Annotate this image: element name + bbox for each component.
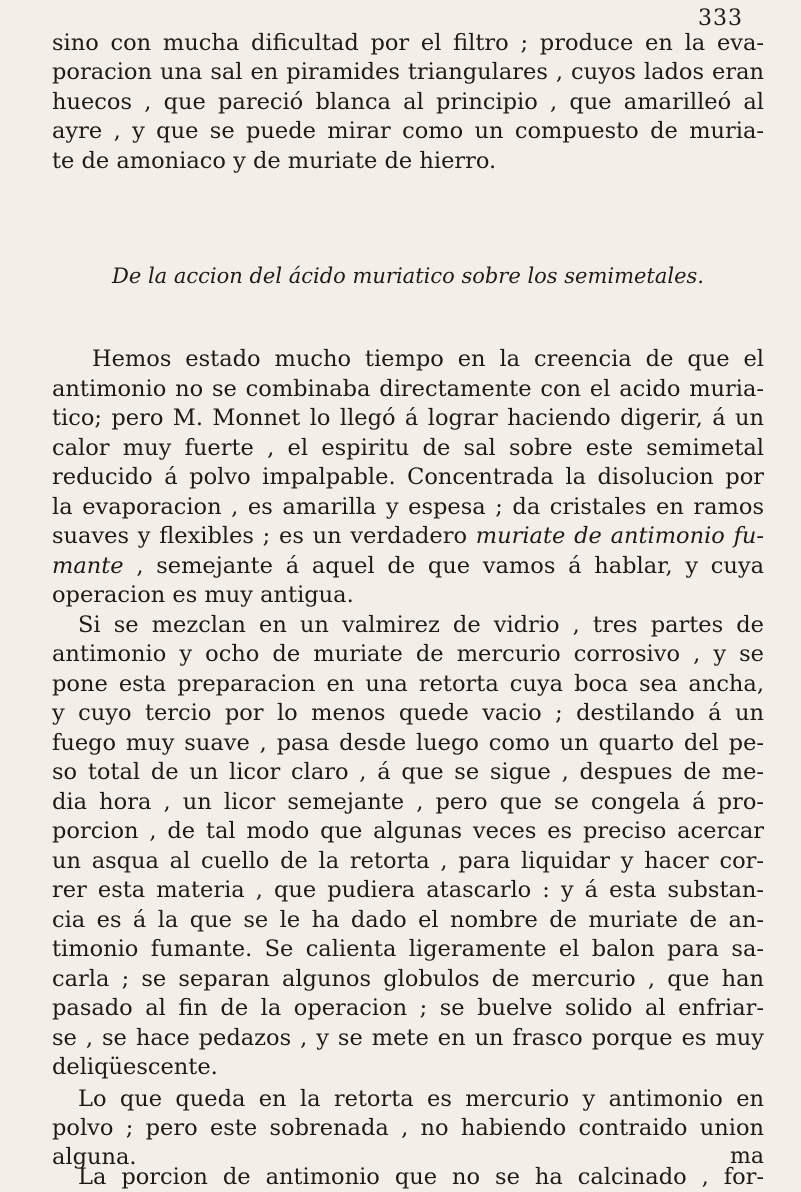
text-line — [52, 875, 764, 905]
text-segment: un asqua al cuello de la retorta , para liquidar y hacer cor- — [52, 848, 764, 874]
catchword: ma — [730, 1144, 764, 1169]
text-segment: , semejante á aquel de que vamos á hablar, y cuya — [123, 553, 764, 579]
text-segment: pone esta preparacion en una retorta cuya boca sea ancha, — [52, 671, 764, 697]
text-line — [52, 57, 764, 87]
text-segment: deliqüescente. — [52, 1054, 218, 1080]
text-segment: suaves y flexibles ; es un verdadero — [52, 523, 476, 549]
text-segment: Hemos estado mucho tiempo en la creencia de que el — [92, 346, 764, 372]
text-segment: Lo que queda en la retorta es mercurio y antimonio en — [78, 1086, 764, 1112]
text-line — [52, 551, 764, 581]
text-line — [52, 580, 764, 610]
section-heading: De la accion del ácido muriatico sobre los semimetales. — [112, 264, 704, 288]
text-line — [52, 116, 764, 146]
text-segment: fuego muy suave , pasa desde luego como un quarto del pe- — [52, 730, 764, 756]
text-line — [52, 787, 764, 817]
text-line — [52, 344, 764, 374]
italic-term: muriate de antimonio fu- — [475, 523, 765, 549]
text-line — [52, 846, 764, 876]
text-line — [52, 374, 764, 404]
text-segment: so total de un licor claro , á que se sigue , despues de me- — [52, 759, 764, 785]
text-line — [52, 698, 764, 728]
text-line — [52, 492, 764, 522]
text-line — [52, 462, 764, 492]
text-line — [52, 728, 764, 758]
text-line — [52, 610, 764, 640]
text-segment: dia hora , un licor semejante , pero que se congela á pro- — [52, 789, 764, 815]
text-segment: porcion , de tal modo que algunas veces es preciso acercar — [52, 818, 764, 844]
text-segment: antimonio no se combinaba directamente con el acido muria- — [52, 376, 764, 402]
text-line — [52, 905, 764, 935]
text-segment: La porcion de antimonio que no se ha calcinado , for- — [78, 1164, 764, 1190]
text-line — [52, 669, 764, 699]
text-line — [52, 639, 764, 669]
text-line — [52, 1113, 764, 1143]
text-line — [52, 521, 764, 551]
page-number: 333 — [698, 6, 743, 31]
text-line — [52, 433, 764, 463]
text-line — [52, 964, 764, 994]
text-segment: la evaporacion , es amarilla y espesa ; da cristales en ramos — [52, 494, 764, 520]
text-segment: calor muy fuerte , el espiritu de sal sobre este semimetal — [52, 435, 764, 461]
text-segment: huecos , que pareció blanca al principio , que amarilleó al — [52, 89, 764, 115]
text-segment: te de amoniaco y de muriate de hierro. — [52, 148, 497, 174]
text-line — [52, 757, 764, 787]
text-segment: y cuyo tercio por lo menos quede vacio ; destilando á un — [52, 700, 764, 726]
text-line — [52, 87, 764, 117]
text-segment: Si se mezclan en un valmirez de vidrio , tres partes de — [78, 612, 764, 638]
text-segment: tico; pero M. Monnet lo llegó á lograr haciendo digerir, á un — [52, 405, 764, 431]
text-line — [52, 1084, 764, 1114]
text-segment: pasado al fin de la operacion ; se buelve solido al enfriar- — [52, 995, 764, 1021]
text-line — [52, 146, 764, 176]
text-segment: polvo ; pero este sobrenada , no habiendo contraido union — [52, 1115, 764, 1141]
text-line — [52, 934, 764, 964]
text-segment: cia es á la que se le ha dado el nombre de muriate de an- — [52, 907, 764, 933]
italic-term: mante — [52, 553, 124, 579]
text-line — [52, 28, 764, 58]
text-segment: alguna. — [52, 1144, 137, 1170]
text-segment: carla ; se separan algunos globulos de mercurio , que han — [52, 966, 764, 992]
text-line — [52, 993, 764, 1023]
text-segment: rer esta materia , que pudiera atascarlo : y á esta substan- — [52, 877, 764, 903]
text-segment: ayre , y que se puede mirar como un compuesto de muria- — [52, 118, 764, 144]
text-segment: operacion es muy antigua. — [52, 582, 354, 608]
text-line — [52, 1162, 764, 1192]
text-line — [52, 1023, 764, 1053]
text-segment: sino con mucha dificultad por el filtro ; produce en la eva- — [52, 30, 764, 56]
text-segment: reducido á polvo impalpable. Concentrada la disolucion por — [52, 464, 764, 490]
text-segment: timonio fumante. Se calienta ligeramente el balon para sa- — [52, 936, 764, 962]
text-segment: se , se hace pedazos , y se mete en un frasco porque es muy — [52, 1025, 764, 1051]
text-segment: poracion una sal en piramides triangulares , cuyos lados eran — [52, 59, 764, 85]
text-line — [52, 1052, 764, 1082]
text-line — [52, 816, 764, 846]
book-page — [52, 0, 765, 1190]
text-line — [52, 403, 764, 433]
text-segment: antimonio y ocho de muriate de mercurio corrosivo , y se — [52, 641, 764, 667]
